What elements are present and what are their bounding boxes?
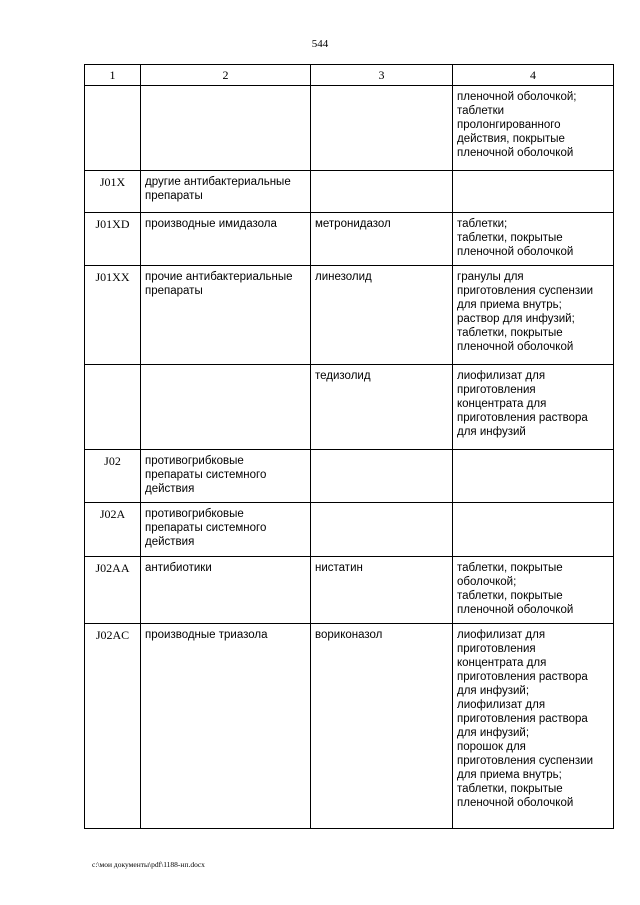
drug-name-cell [311, 86, 453, 171]
dosage-forms-cell [453, 213, 614, 266]
cell-text-line: вориконазол [315, 629, 383, 641]
column-header: 4 [453, 65, 614, 86]
cell-text-line: препараты [145, 285, 203, 297]
cell-text-line: для инфузий [457, 426, 526, 438]
group-name-cell [141, 624, 311, 829]
drug-name-cell [311, 213, 453, 266]
drug-name-cell [311, 624, 453, 829]
cell-text-line: лиофилизат для [457, 699, 546, 711]
cell-text-line: пленочной оболочкой [457, 604, 574, 616]
cell-text-line: раствор для инфузий; [457, 313, 575, 325]
group-name-cell [141, 213, 311, 266]
atc-code-cell [85, 365, 141, 450]
drug-name-cell [311, 557, 453, 624]
cell-text-line: пленочной оболочкой; [457, 91, 577, 103]
cell-text-line: гранулы для [457, 271, 524, 283]
cell-text-line: концентрата для [457, 398, 547, 410]
cell-text-line: пролонгированного [457, 119, 561, 131]
footer-file-path: c:\мои документы\pdf\1188-нп.docx [92, 860, 205, 869]
cell-text-line: концентрата для [457, 657, 547, 669]
atc-code-cell: J02AC [85, 624, 141, 829]
cell-text-line: таблетки, покрытые [457, 562, 563, 574]
drug-name-cell [311, 503, 453, 557]
cell-text-line: оболочкой; [457, 576, 517, 588]
cell-text-line: порошок для [457, 741, 526, 753]
page-number: 544 [311, 38, 329, 50]
group-name-cell [141, 450, 311, 503]
cell-text-line: приготовления [457, 643, 536, 655]
column-header: 1 [85, 65, 141, 86]
cell-text-line: действия [145, 536, 195, 548]
cell-text-line: препараты системного [145, 522, 267, 534]
cell-text-line: приготовления раствора [457, 713, 588, 725]
group-name-cell [141, 266, 311, 365]
cell-text-line: приготовления раствора [457, 671, 588, 683]
atc-code-cell: J01X [85, 171, 141, 213]
dosage-forms-cell [453, 86, 614, 171]
cell-text-line: действия, покрытые [457, 133, 565, 145]
cell-text-line: приготовления суспензии [457, 285, 594, 297]
table-row [85, 213, 614, 266]
cell-text-line: противогрибковые [145, 508, 244, 520]
cell-text-line: пленочной оболочкой [457, 246, 574, 258]
table-row [85, 503, 614, 557]
cell-text-line: таблетки, покрытые [457, 590, 563, 602]
cell-text-line: пленочной оболочкой [457, 147, 574, 159]
group-name-cell [141, 365, 311, 450]
cell-text-line: приготовления суспензии [457, 755, 594, 767]
cell-text-line: линезолид [315, 271, 372, 283]
cell-text-line: для инфузий; [457, 727, 530, 739]
drug-name-cell [311, 450, 453, 503]
group-name-cell [141, 171, 311, 213]
cell-text-line: для приема внутрь; [457, 769, 562, 781]
drug-table [84, 64, 614, 829]
dosage-forms-cell [453, 503, 614, 557]
atc-code-cell: J01XD [85, 213, 141, 266]
dosage-forms-cell [453, 266, 614, 365]
cell-text-line: метронидазол [315, 218, 391, 230]
drug-name-cell [311, 171, 453, 213]
dosage-forms-cell [453, 557, 614, 624]
table-row [85, 86, 614, 171]
cell-text-line: действия [145, 483, 195, 495]
table-row [85, 624, 614, 829]
cell-text-line: антибиотики [145, 562, 212, 574]
column-header: 3 [311, 65, 453, 86]
cell-text-line: для приема внутрь; [457, 299, 562, 311]
dosage-forms-cell [453, 171, 614, 213]
cell-text-line: для инфузий; [457, 685, 530, 697]
drug-name-cell [311, 266, 453, 365]
table-row [85, 171, 614, 213]
atc-code-cell: J02AA [85, 557, 141, 624]
cell-text-line: нистатин [315, 562, 363, 574]
cell-text-line: производные имидазола [145, 218, 277, 230]
cell-text-line: лиофилизат для [457, 370, 546, 382]
cell-text-line: прочие антибактериальные [145, 271, 293, 283]
table-row [85, 266, 614, 365]
atc-code-cell: J02 [85, 450, 141, 503]
cell-text-line: производные триазола [145, 629, 268, 641]
cell-text-line: приготовления раствора [457, 412, 588, 424]
cell-text-line: пленочной оболочкой [457, 797, 574, 809]
cell-text-line: пленочной оболочкой [457, 341, 574, 353]
table-row [85, 557, 614, 624]
cell-text-line: таблетки, покрытые [457, 232, 563, 244]
cell-text-line: таблетки; [457, 218, 508, 230]
cell-text-line: лиофилизат для [457, 629, 546, 641]
cell-text-line: таблетки, покрытые [457, 783, 563, 795]
atc-code-cell: J01XX [85, 266, 141, 365]
cell-text-line: препараты системного [145, 469, 267, 481]
cell-text-line: противогрибковые [145, 455, 244, 467]
cell-text-line: приготовления [457, 384, 536, 396]
group-name-cell [141, 86, 311, 171]
atc-code-cell [85, 86, 141, 171]
cell-text-line: другие антибактериальные [145, 176, 291, 188]
cell-text-line: тедизолид [315, 370, 371, 382]
atc-code-cell: J02A [85, 503, 141, 557]
cell-text-line: препараты [145, 190, 203, 202]
drug-name-cell [311, 365, 453, 450]
group-name-cell [141, 557, 311, 624]
dosage-forms-cell [453, 450, 614, 503]
table-header-row [85, 65, 614, 86]
table-row [85, 365, 614, 450]
table-body [85, 86, 614, 829]
dosage-forms-cell [453, 365, 614, 450]
group-name-cell [141, 503, 311, 557]
cell-text-line: таблетки, покрытые [457, 327, 563, 339]
dosage-forms-cell [453, 624, 614, 829]
column-header: 2 [141, 65, 311, 86]
table-row [85, 450, 614, 503]
cell-text-line: таблетки [457, 105, 505, 117]
